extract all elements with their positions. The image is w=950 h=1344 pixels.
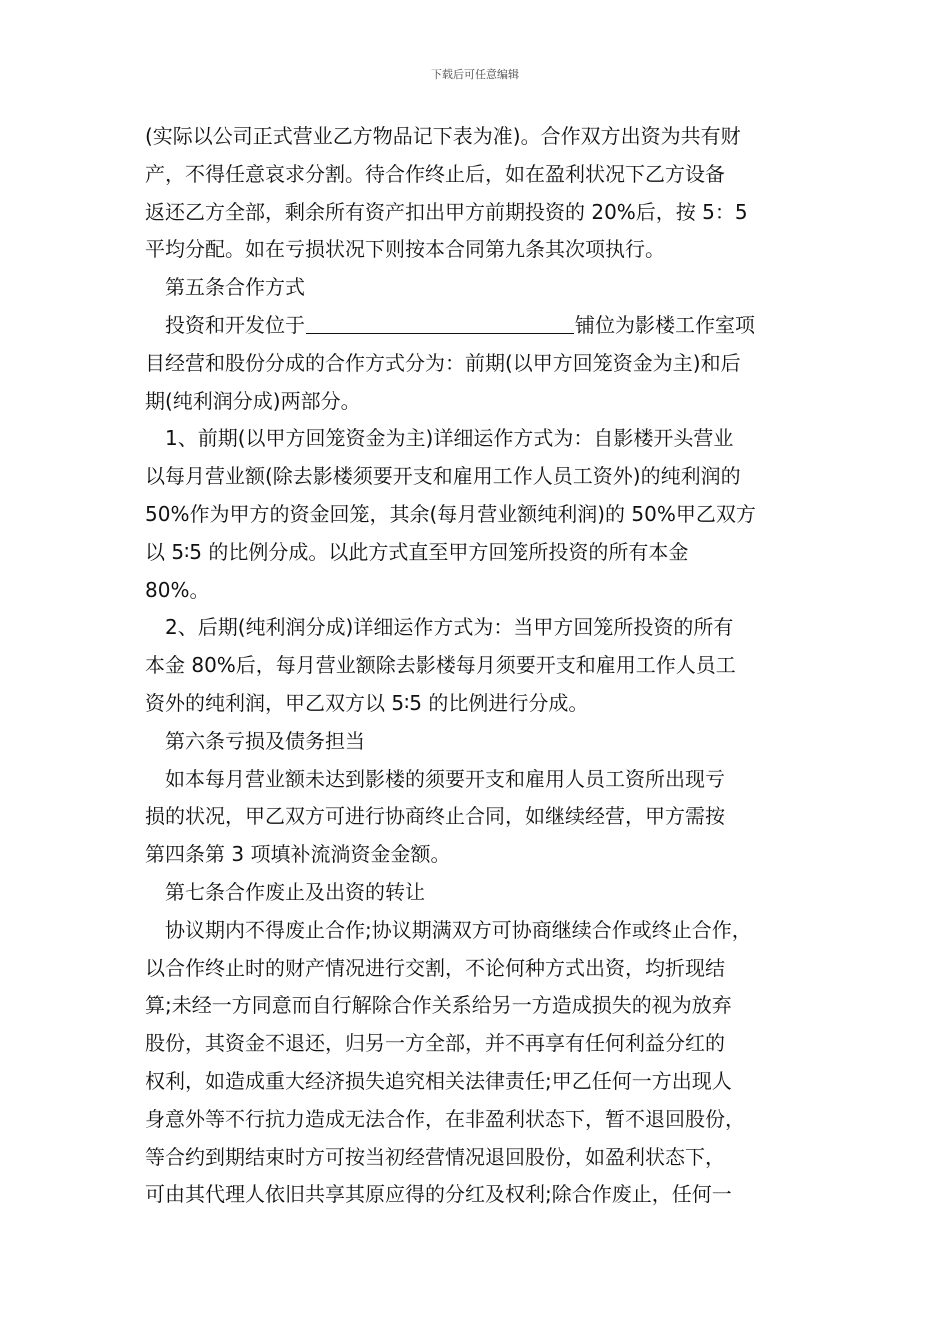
fill-in-blank (306, 311, 574, 334)
text-line: 如本每月营业额未达到影楼的须要开支和雇用人员工资所出现亏 (165, 766, 725, 791)
text-line: 以每月营业额(除去影楼须要开支和雇用工作人员工资外)的纯利润的 (145, 464, 741, 489)
text-line: 50%作为甲方的资金回笼，其余(每月营业额纯利润)的 50%甲乙双方 (145, 501, 756, 526)
text-line: 身意外等不行抗力造成无法合作，在非盈利状态下，暂不退回股份， (145, 1106, 745, 1131)
text-line: 平均分配。如在亏损状况下则按本合同第九条其次项执行。 (145, 237, 665, 262)
text-line: 80%。 (145, 577, 210, 602)
text-after-blank: 铺位为影楼工作室项 (575, 312, 755, 337)
page-header: 下载后可任意编辑 (431, 68, 519, 81)
text-line: 本金 80%后，每月营业额除去影楼每月须要开支和雇用工作人员工 (145, 653, 736, 678)
text-line: 等合约到期结束时方可按当初经营情况退回股份，如盈利状态下， (145, 1144, 725, 1169)
text-line: 股份，其资金不退还，归另一方全部，并不再享有任何利益分红的 (145, 1031, 725, 1056)
text-line: 算;未经一方同意而自行解除合作关系给另一方造成损失的视为放弃 (145, 993, 732, 1018)
text-line: 资外的纯利润，甲乙双方以 5∶5 的比例进行分成。 (145, 690, 589, 715)
section-heading-5: 第五条合作方式 (165, 275, 305, 300)
text-line: 权利，如造成重大经济损失追究相关法律责任;甲乙任何一方出现人 (145, 1068, 732, 1093)
text-before-blank: 投资和开发位于 (165, 312, 305, 337)
text-line: 期(纯利润分成)两部分。 (145, 388, 361, 413)
text-line: 协议期内不得废止合作;协议期满双方可协商继续合作或终止合作， (165, 917, 752, 942)
text-line: 2、后期(纯利润分成)详细运作方式为：当甲方回笼所投资的所有 (165, 615, 734, 640)
text-line: 1、前期(以甲方回笼资金为主)详细运作方式为：自影楼开头营业 (165, 426, 734, 451)
text-line: 可由其代理人依旧共享其原应得的分红及权利;除合作废止，任何一 (145, 1182, 732, 1207)
text-line: 返还乙方全部，剩余所有资产扣出甲方前期投资的 20%后，按 5：5 (145, 199, 748, 224)
document-body (145, 118, 810, 1214)
text-line: (实际以公司正式营业乙方物品记下表为准)。合作双方出资为共有财 (145, 124, 741, 148)
text-line: 损的状况，甲乙双方可进行协商终止合同，如继续经营，甲方需按 (145, 804, 725, 829)
text-line-with-blank (145, 307, 810, 345)
text-line: 以 5∶5 的比例分成。以此方式直至甲方回笼所投资的所有本金 (145, 539, 689, 564)
text-line: 以合作终止时的财产情况进行交割，不论何种方式出资，均折现结 (145, 955, 725, 980)
section-heading-7: 第七条合作废止及出资的转让 (165, 879, 425, 904)
section-heading-6: 第六条亏损及债务担当 (165, 728, 365, 753)
text-line: 目经营和股份分成的合作方式分为：前期(以甲方回笼资金为主)和后 (145, 350, 741, 375)
text-line: 产，不得任意哀求分割。待合作终止后，如在盈利状况下乙方设备 (145, 161, 725, 186)
text-line: 第四条第 3 项填补流淌资金金额。 (145, 842, 451, 867)
